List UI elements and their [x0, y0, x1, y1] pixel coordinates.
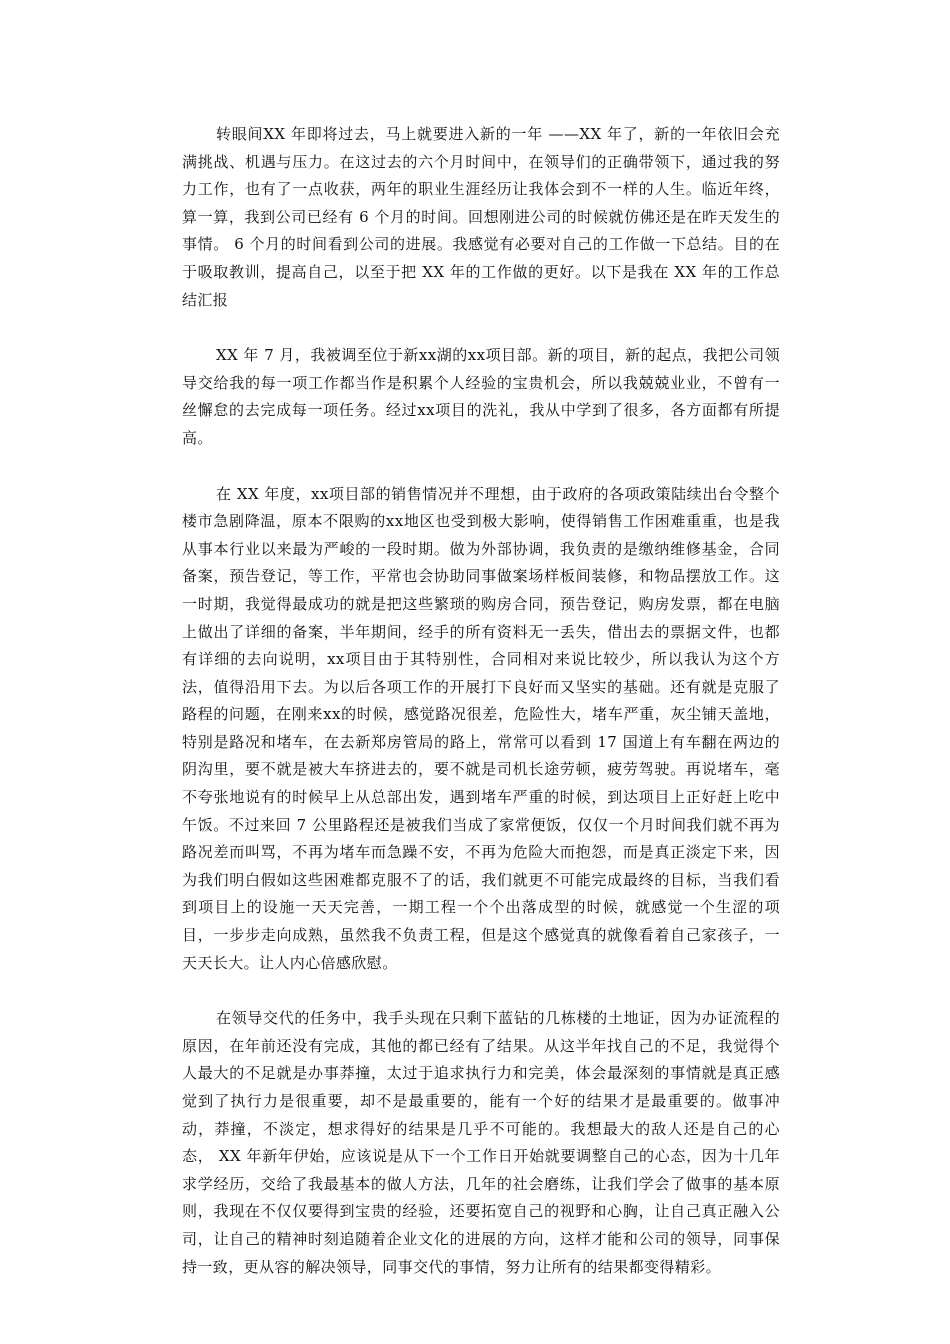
- paragraph-shortcomings: 在领导交代的任务中，我手头现在只剩下蓝钻的几栋楼的土地证，因为办证流程的原因，在年前还没有完成，其他的都已经有了结果。从这半年找自己的不足，我觉得个人最大的不足就是办事莽撞，太过于追求执行力和完美，体会最深刻的事情就是真正感觉到了执行力是很重要，却不是最重要的，能有一个好的结果才是最重要的。做事冲动，莽撞，不淡定，想求得好的结果是几乎不可能的。我想最大的敌人还是自己的心态， XX 年新年伊始，应该说是从下一个工作日开始就要调整自己的心态，因为十几年求学经历，交给了我最基本的做人方法，几年的社会磨练，让我们学会了做事的基本原则，我现在不仅仅要得到宝贵的经验，还要拓宽自己的视野和心胸，让自己真正融入公司，让自己的精神时刻追随着企业文化的进展的方向，这样才能和公司的领导，同事保持一致，更从容的解决领导，同事交代的事情，努力让所有的结果都变得精彩。: [182, 1009, 780, 1276]
- paragraph-project-transfer: XX 年 7 月，我被调至位于新xx湖的xx项目部。新的项目，新的起点，我把公司领导交给我的每一项工作都当作是积累个人经验的宝贵机会，所以我兢兢业业，不曾有一丝懈怠的去完成每一项任务。经过xx项目的洗礼，我从中学到了很多，各方面都有所提高。: [182, 346, 780, 447]
- document-body: [182, 121, 780, 1309]
- paragraph-sales-work: 在 XX 年度，xx项目部的销售情况并不理想，由于政府的各项政策陆续出台令整个楼市急剧降温，原本不限购的xx地区也受到极大影响，使得销售工作困难重重，也是我从事本行业以来最为严峻的一段时期。做为外部协调，我负责的是缴纳维修基金，合同备案，预告登记，等工作，平常也会协助同事做案场样板间装修，和物品摆放工作。这一时期，我觉得最成功的就是把这些繁琐的购房合同，预告登记，购房发票，都在电脑上做出了详细的备案，半年期间，经手的所有资料无一丢失，借出去的票据文件，也都有详细的去向说明，xx项目由于其特别性，合同相对来说比较少，所以我认为这个方法，值得沿用下去。为以后各项工作的开展打下良好而又坚实的基础。还有就是克服了路程的问题，在刚来xx的时候，感觉路况很差，危险性大，堵车严重，灰尘铺天盖地，特别是路况和堵车，在去新郑房管局的路上，常常可以看到 17 国道上有车翻在两边的阴沟里，要不就是被大车挤进去的，要不就是司机长途劳顿，疲劳驾驶。再说堵车，毫不夸张地说有的时候早上从总部出发，遇到堵车严重的时候，到达项目上正好赶上吃中午饭。不过来回 7 公里路程还是被我们当成了家常便饭，仅仅一个月时间我们就不再为路况差而叫骂，不再为堵车而急躁不安，不再为危险大而抱怨，而是真正淡定下来，因为我们明白假如这些困难都克服不了的话，我们就更不可能完成最终的目标，当我们看到项目上的设施一天天完善，一期工程一个个出落成型的时候，就感觉一个生涩的项目，一步步走向成熟，虽然我不负责工程，但是这个感觉真的就像看着自己家孩子，一天天长大。让人内心倍感欣慰。: [182, 484, 780, 972]
- paragraph-intro: 转眼间XX 年即将过去，马上就要进入新的一年 ——XX 年了，新的一年依旧会充满挑战、机遇与压力。在这过去的六个月时间中，在领导们的正确带领下，通过我的努力工作，也有了一点收获，两年的职业生涯经历让我体会到不一样的人生。临近年终，算一算，我到公司已经有 6 个月的时间。回想刚进公司的时候就仿佛还是在昨天发生的事情。 6 个月的时间看到公司的进展。我感觉有必要对自己的工作做一下总结。目的在于吸取教训，提高自己，以至于把 XX 年的工作做的更好。以下是我在 XX 年的工作总结汇报: [182, 125, 780, 309]
